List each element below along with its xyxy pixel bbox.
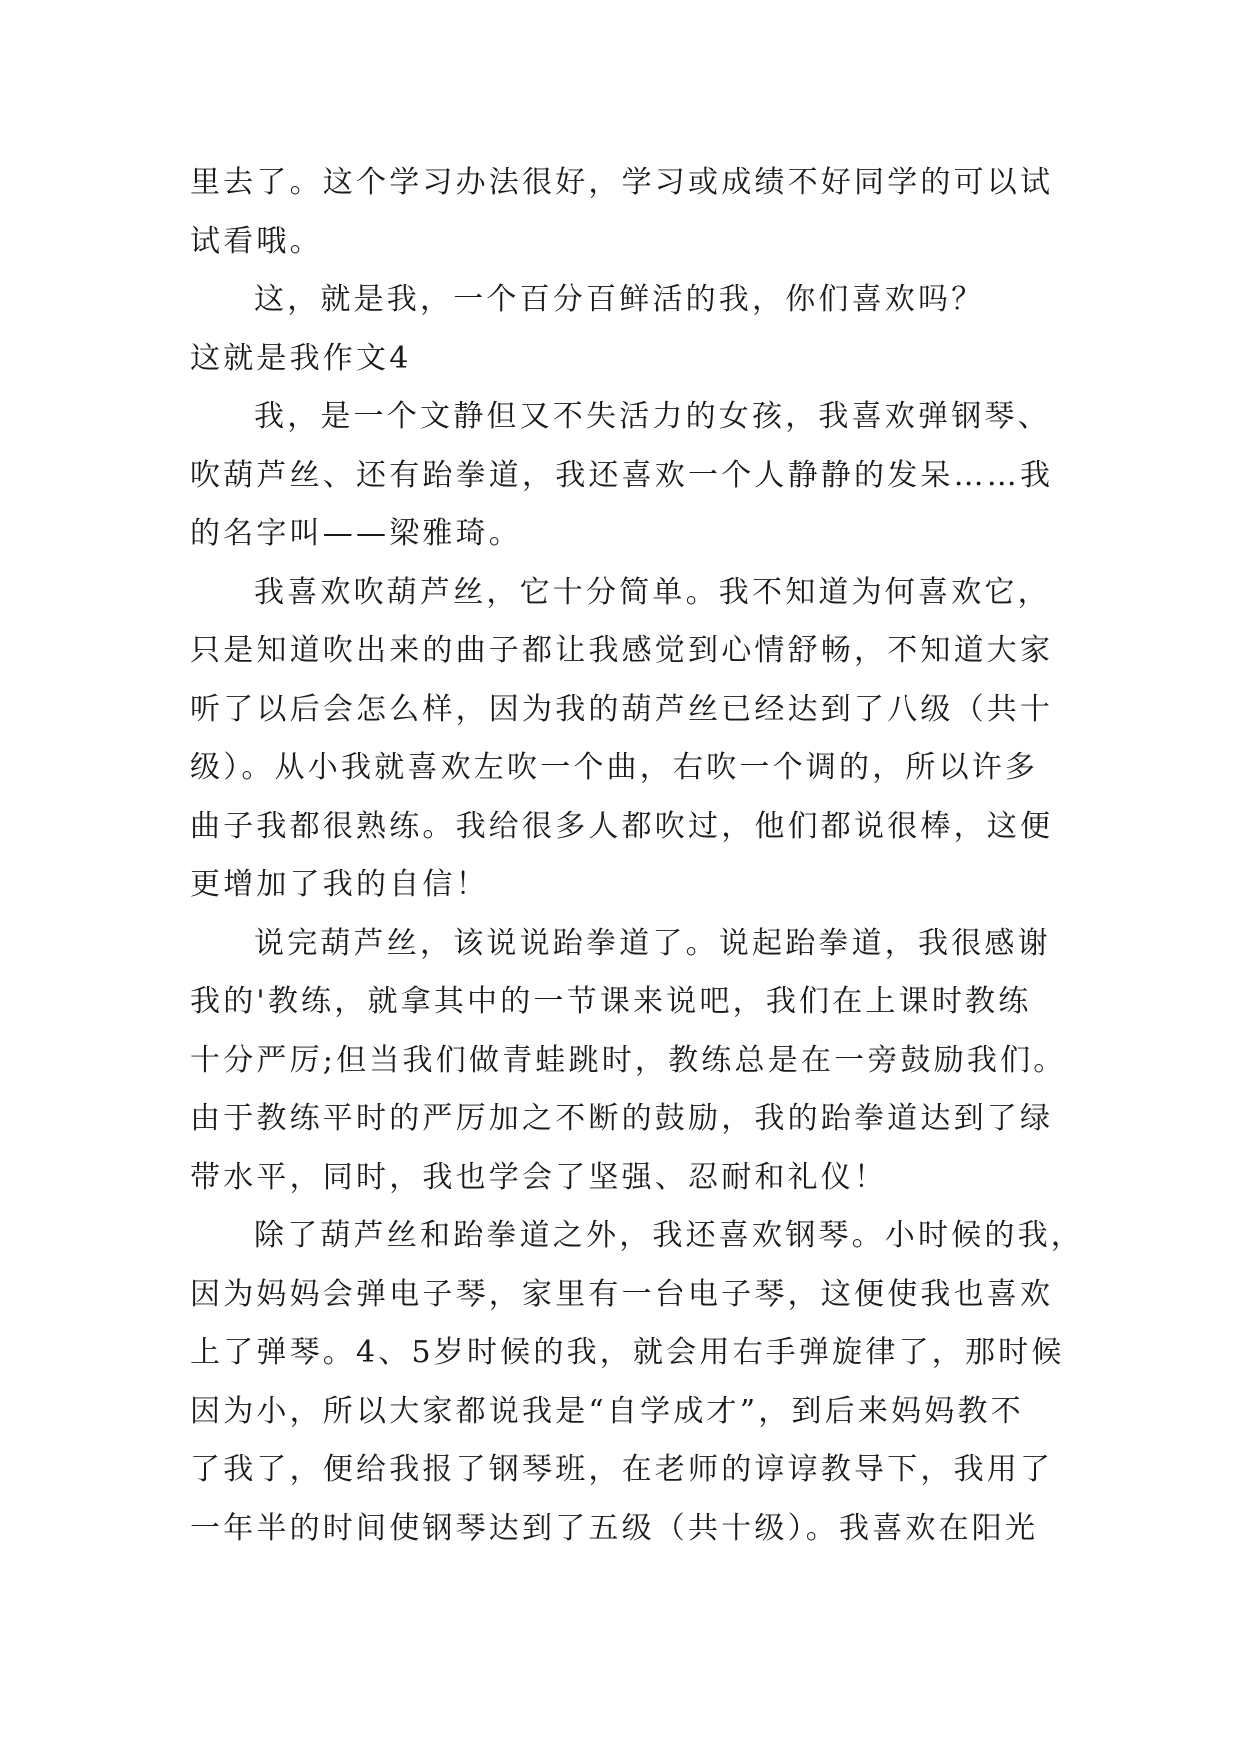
text-line: 由于教练平时的严厉加之不断的鼓励，我的跆拳道达到了绿 <box>190 1101 1054 1136</box>
text-line: 里去了。这个学习办法很好，学习或成绩不好同学的可以试 <box>190 165 1054 200</box>
text-line: 我，是一个文静但又不失活力的女孩，我喜欢弹钢琴、 <box>254 399 1051 434</box>
text-line: 因为小，所以大家都说我是“自学成才”，到后来妈妈教不 <box>190 1393 1024 1429</box>
text-line: 十分严厉;但当我们做青蛙跳时，教练总是在一旁鼓励我们。 <box>190 1042 1067 1078</box>
text-line: 听了以后会怎么样，因为我的葫芦丝已经达到了八级（共十 <box>190 691 1054 727</box>
text-line: 这，就是我，一个百分百鲜活的我，你们喜欢吗？ <box>254 282 985 317</box>
text-line: 因为妈妈会弹电子琴，家里有一台电子琴，这便使我也喜欢 <box>190 1276 1054 1312</box>
document-body <box>190 154 1084 1558</box>
text-line: 带水平，同时，我也学会了坚强、忍耐和礼仪！ <box>190 1159 888 1195</box>
text-line: 除了葫芦丝和跆拳道之外，我还喜欢钢琴。小时候的我， <box>254 1218 1084 1253</box>
text-line: 我的'教练，就拿其中的一节课来说吧，我们在上课时教练 <box>190 984 1032 1019</box>
text-line: 了我了，便给我报了钢琴班，在老师的谆谆教导下，我用了 <box>190 1452 1054 1487</box>
text-line: 的名字叫——梁雅琦。 <box>190 516 522 551</box>
text-line: 我喜欢吹葫芦丝，它十分简单。我不知道为何喜欢它， <box>254 574 1051 610</box>
section-heading: 这就是我作文4 <box>190 340 412 376</box>
text-line: 曲子我都很熟练。我给很多人都吹过，他们都说很棒，这便 <box>190 808 1054 844</box>
text-line: 级）。从小我就喜欢左吹一个曲，右吹一个调的，所以许多 <box>190 750 1039 785</box>
text-line: 说完葫芦丝，该说说跆拳道了。说起跆拳道，我很感谢 <box>254 925 1051 961</box>
text-line: 试看哦。 <box>190 223 323 259</box>
text-line: 更增加了我的自信！ <box>190 867 489 902</box>
text-line: 吹葫芦丝、还有跆拳道，我还喜欢一个人静静的发呆……我 <box>190 457 1054 493</box>
text-line: 只是知道吹出来的曲子都让我感觉到心情舒畅，不知道大家 <box>190 633 1054 668</box>
text-line: 上了弹琴。4、5岁时候的我，就会用右手弹旋律了，那时候 <box>190 1335 1065 1370</box>
text-line: 一年半的时间使钢琴达到了五级（共十级）。我喜欢在阳光 <box>190 1510 1039 1546</box>
